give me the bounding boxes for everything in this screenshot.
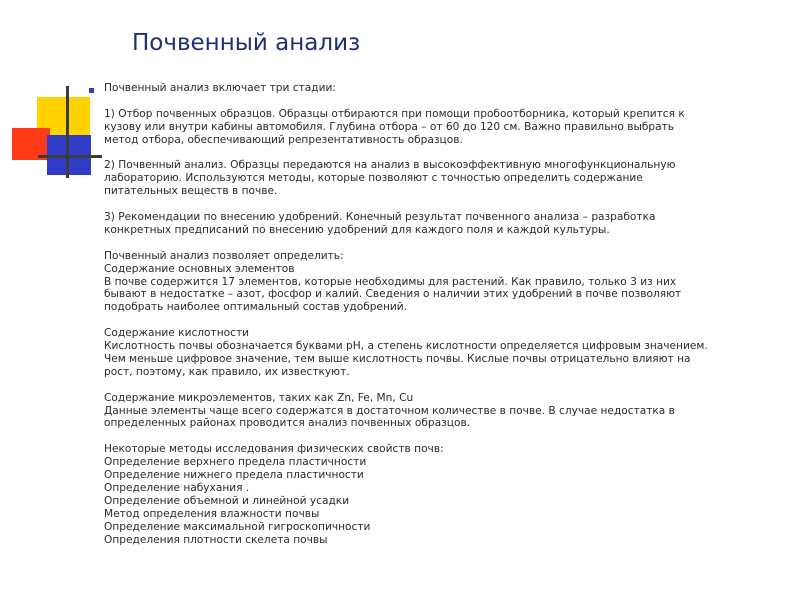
microelements-paragraph	[104, 392, 784, 431]
intro-text: Почвенный анализ включает три стадии:	[104, 82, 336, 94]
text-line: В почве содержится 17 элементов, которые необходимы для растений. Как правило, только 3 из них	[104, 275, 677, 288]
list-item: Определение верхнего предела пластичности	[104, 456, 367, 469]
stage-1-paragraph	[104, 108, 784, 147]
spacer	[104, 147, 784, 160]
bullet-icon	[89, 88, 94, 93]
stage-3-paragraph	[104, 211, 784, 237]
list-item: Метод определения влажности почвы	[104, 507, 320, 520]
text-line: питательных веществ в почве.	[104, 185, 278, 198]
spacer	[104, 198, 784, 211]
list-item: Определение нижнего предела пластичности	[104, 469, 364, 482]
text-line: Кислотность почвы обозначается буквами pH, а степень кислотности определяется цифровым значением.	[104, 340, 708, 353]
spacer	[104, 314, 784, 327]
text-line: бывают в недостатке – азот, фосфор и калий. Сведения о наличии этих удобрений в почве позволяют	[104, 288, 682, 301]
text-line: кузову или внутри кабины автомобиля. Глубина отбора – от 60 до 120 см. Важно правильно выбрать	[104, 120, 674, 133]
text-line: Почвенный анализ позволяет определить:	[104, 249, 344, 262]
spacer	[104, 95, 784, 108]
methods-list	[104, 443, 784, 546]
text-line: подобрать наиболее оптимальный состав удобрений.	[104, 301, 408, 314]
vertical-line	[66, 86, 69, 178]
slide-title: Почвенный анализ	[132, 30, 361, 56]
text-line: Некоторые методы исследования физических свойств почв:	[104, 443, 444, 456]
text-line: определенных районах проводится анализ почвенных образцов.	[104, 417, 471, 430]
list-item: Определения плотности скелета почвы	[104, 533, 328, 546]
text-line: Содержание основных элементов	[104, 262, 295, 275]
decorative-squares	[0, 0, 110, 200]
list-item: Определение объемной и линейной усадки	[104, 494, 350, 507]
text-line: Чем меньше цифровое значение, тем выше кислотность почвы. Кислые почвы отрицательно влияют на	[104, 352, 691, 365]
spacer	[104, 379, 784, 392]
list-item: Определение набухания .	[104, 481, 250, 494]
text-line: 3) Рекомендации по внесению удобрений. Конечный результат почвенного анализа – разработка	[104, 211, 656, 224]
text-line: Содержание микроэлементов, таких как Zn, Fe, Mn, Cu	[104, 391, 414, 404]
determines-paragraph	[104, 250, 784, 315]
text-line: конкретных предписаний по внесению удобрений для каждого поля и каждой культуры.	[104, 223, 610, 236]
acidity-paragraph	[104, 327, 784, 379]
spacer	[104, 430, 784, 443]
spacer	[104, 237, 784, 250]
stage-2-paragraph	[104, 159, 784, 198]
text-line: рост, поэтому, как правило, их известкуют.	[104, 365, 350, 378]
text-line: метод отбора, обеспечивающий репрезентативность образцов.	[104, 133, 463, 146]
text-line: Содержание кислотности	[104, 327, 249, 340]
text-line: 2) Почвенный анализ. Образцы передаются на анализ в высокоэффективную многофункциональную	[104, 159, 676, 172]
horizontal-line	[38, 155, 102, 158]
text-line: лабораторию. Используются методы, которые позволяют с точностью определить содержание	[104, 172, 643, 185]
text-line: Данные элементы чаще всего содержатся в достаточном количестве в почве. В случае недостатка в	[104, 404, 675, 417]
text-line: 1) Отбор почвенных образцов. Образцы отбираются при помощи пробоотборника, который крепится к	[104, 107, 685, 120]
slide-body	[104, 82, 784, 547]
list-item: Определение максимальной гигроскопичности	[104, 520, 371, 533]
